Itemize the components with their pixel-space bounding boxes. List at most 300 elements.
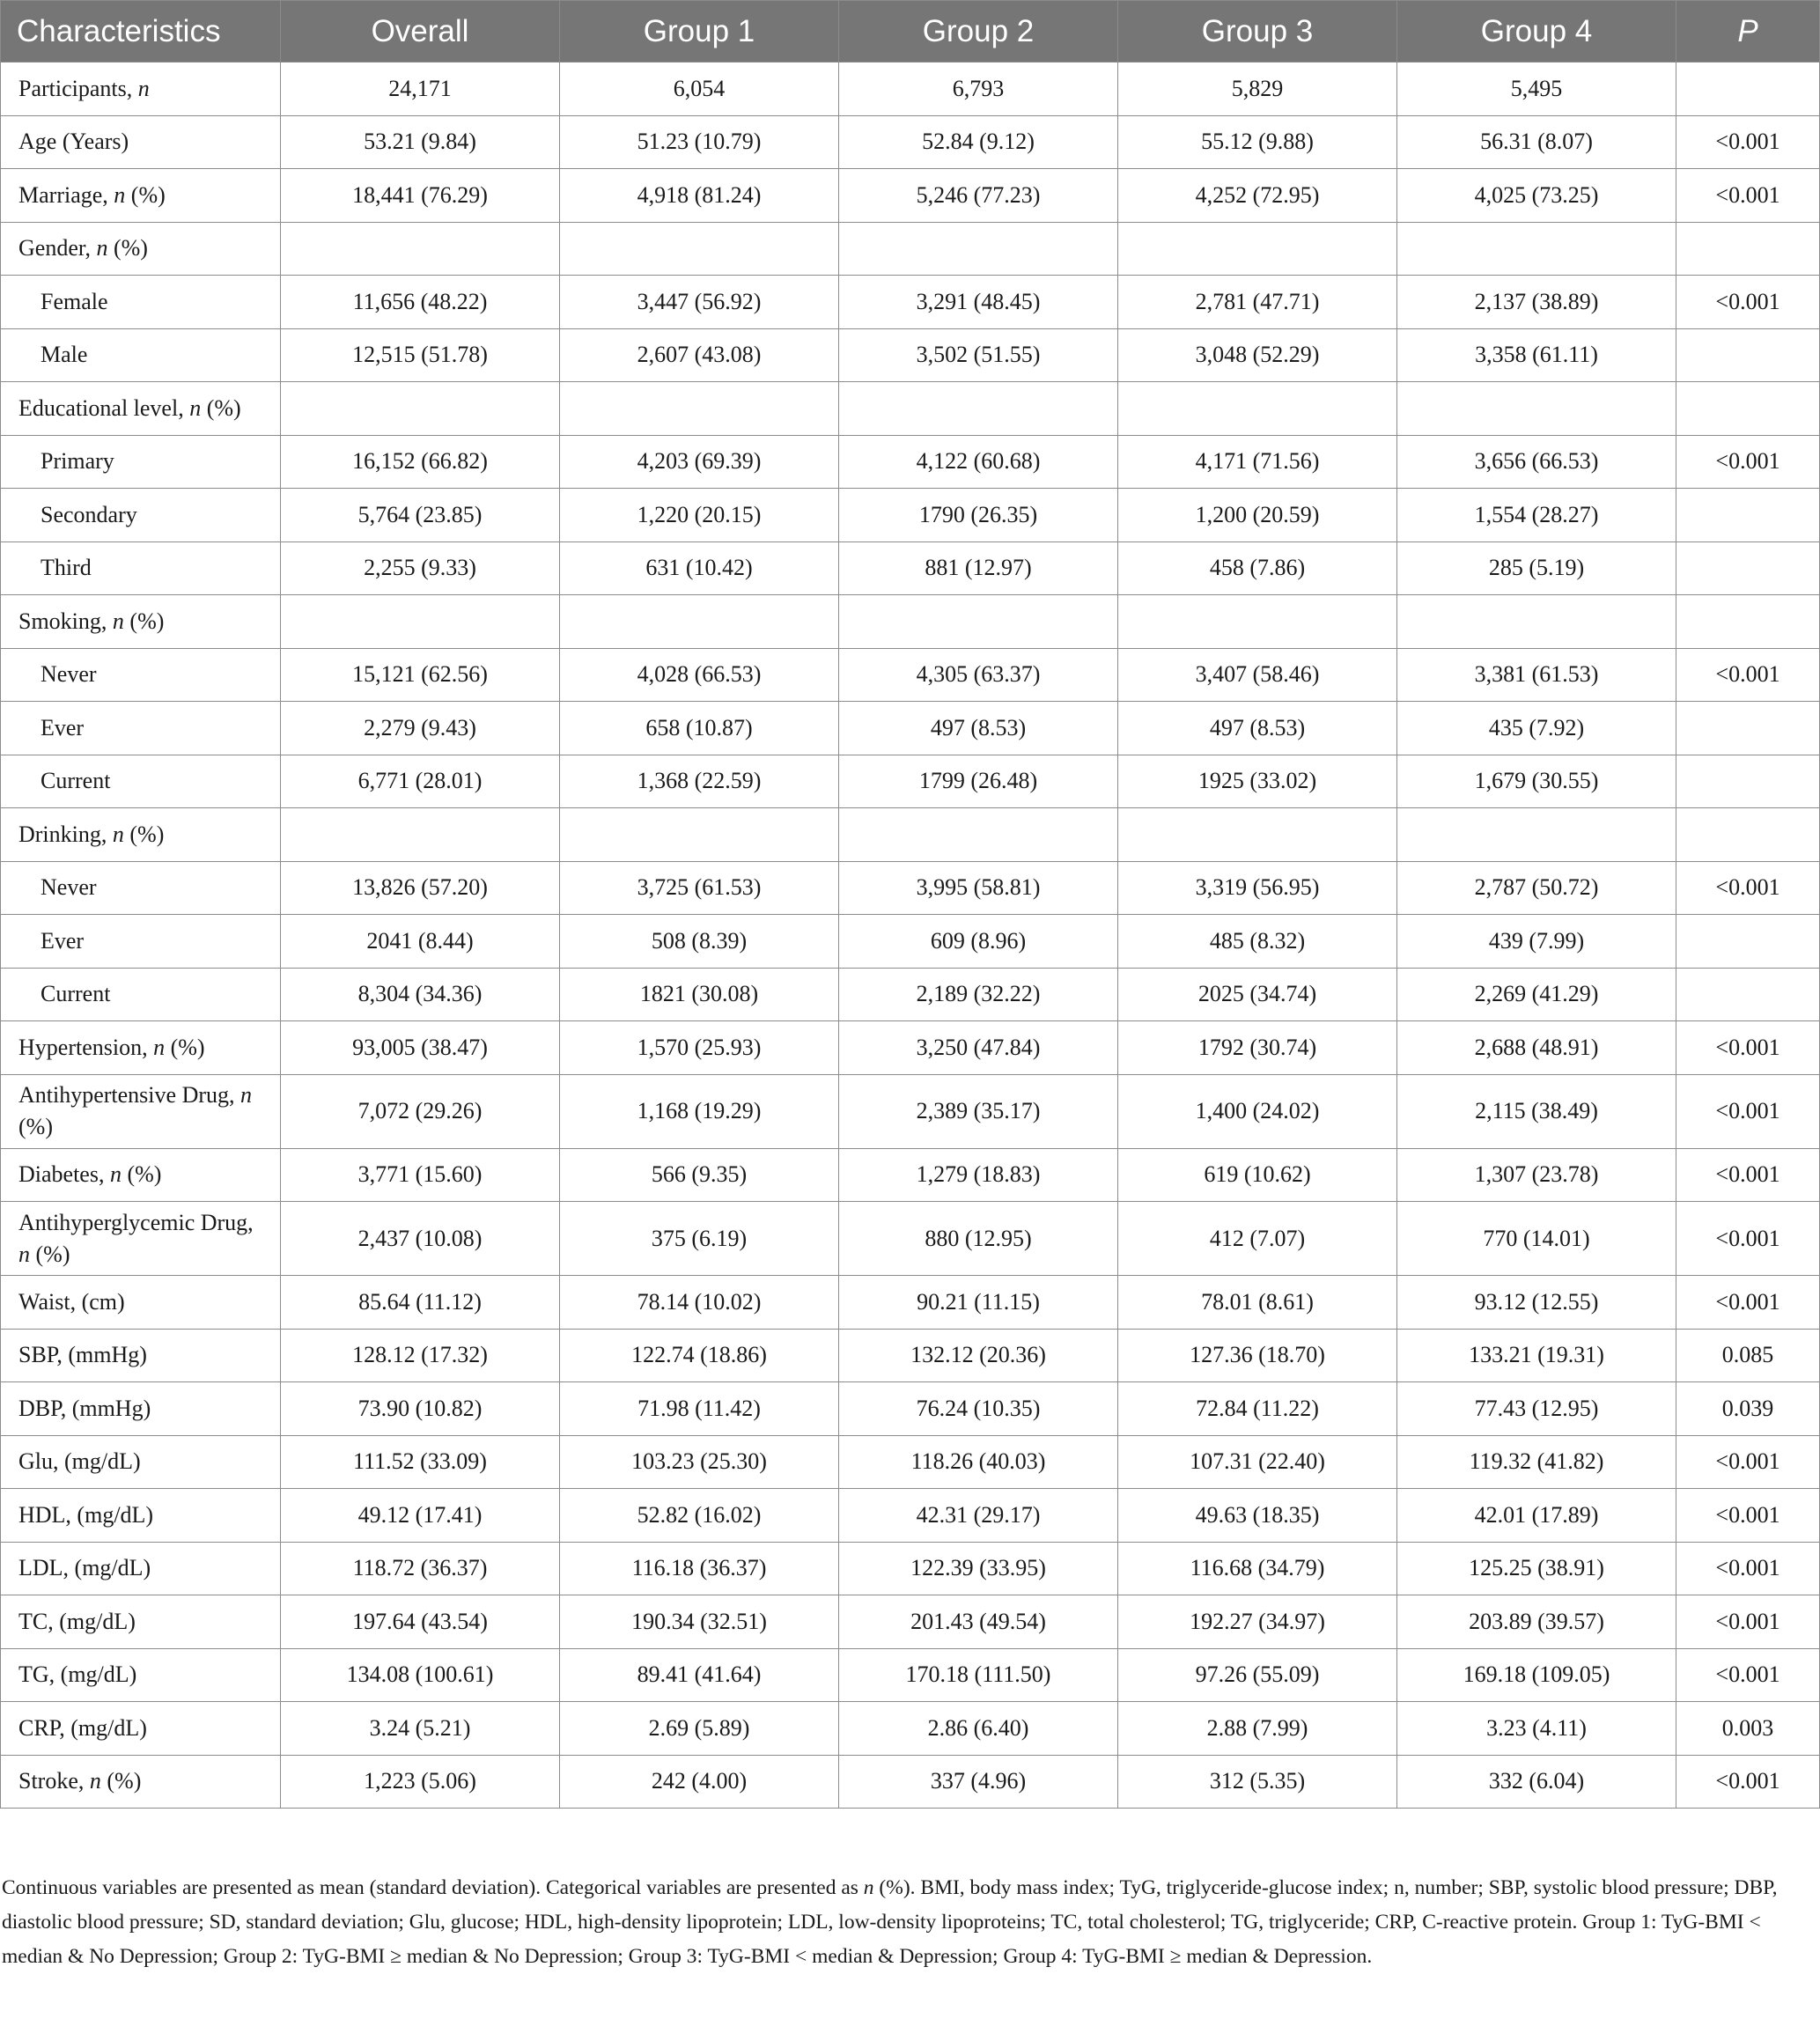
cell-group-2: 3,502 (51.55) (839, 328, 1118, 382)
cell-group-2: 609 (8.96) (839, 915, 1118, 969)
cell-group-4: 93.12 (12.55) (1397, 1276, 1676, 1330)
cell-overall: 6,771 (28.01) (281, 755, 560, 808)
cell-group-1: 4,028 (66.53) (560, 648, 839, 702)
cell-group-1: 1821 (30.08) (560, 968, 839, 1021)
row-label (1, 808, 281, 862)
table-row (1, 541, 1820, 595)
cell-group-3: 3,319 (56.95) (1118, 861, 1397, 915)
table-row (1, 489, 1820, 542)
row-label (1, 541, 281, 595)
row-label (1, 1382, 281, 1436)
cell-group-3: 127.36 (18.70) (1118, 1329, 1397, 1382)
cell-group-3: 97.26 (55.09) (1118, 1648, 1397, 1702)
cell-p-value: <0.001 (1676, 169, 1820, 223)
cell-group-4: 1,679 (30.55) (1397, 755, 1676, 808)
header-characteristics: Characteristics (1, 1, 281, 63)
cell-group-2: 76.24 (10.35) (839, 1382, 1118, 1436)
cell-group-4: 133.21 (19.31) (1397, 1329, 1676, 1382)
cell-p-value: <0.001 (1676, 1148, 1820, 1202)
row-label-text: Diabetes, (18, 1161, 110, 1188)
row-label-text: LDL, (mg/dL) (18, 1555, 151, 1581)
cell-p-value (1676, 808, 1820, 862)
cell-group-2: 2.86 (6.40) (839, 1702, 1118, 1756)
cell-p-value (1676, 382, 1820, 436)
row-label-n-italic: n (112, 608, 124, 634)
cell-overall: 85.64 (11.12) (281, 1276, 560, 1330)
cell-group-3: 72.84 (11.22) (1118, 1382, 1397, 1436)
row-label-text: TG, (mg/dL) (18, 1661, 137, 1688)
cell-group-4: 2,137 (38.89) (1397, 276, 1676, 329)
cell-group-3: 312 (5.35) (1118, 1755, 1397, 1809)
cell-overall: 128.12 (17.32) (281, 1329, 560, 1382)
header-group-1: Group 1 (560, 1, 839, 63)
cell-group-4: 2,688 (48.91) (1397, 1021, 1676, 1075)
table-row (1, 1755, 1820, 1809)
cell-group-2: 201.43 (49.54) (839, 1595, 1118, 1649)
row-label (1, 755, 281, 808)
cell-group-3: 3,048 (52.29) (1118, 328, 1397, 382)
row-label (1, 1435, 281, 1489)
cell-group-4: 435 (7.92) (1397, 702, 1676, 755)
cell-group-3: 619 (10.62) (1118, 1148, 1397, 1202)
cell-overall: 15,121 (62.56) (281, 648, 560, 702)
cell-group-3: 3,407 (58.46) (1118, 648, 1397, 702)
row-label-text: Ever (41, 927, 85, 954)
cell-overall: 1,223 (5.06) (281, 1755, 560, 1809)
cell-group-2: 170.18 (111.50) (839, 1648, 1118, 1702)
cell-p-value: <0.001 (1676, 1074, 1820, 1148)
cell-group-4: 2,115 (38.49) (1397, 1074, 1676, 1148)
row-label-text: CRP, (mg/dL) (18, 1714, 147, 1741)
cell-overall: 5,764 (23.85) (281, 489, 560, 542)
table-row (1, 1595, 1820, 1649)
cell-group-1: 3,725 (61.53) (560, 861, 839, 915)
row-label-text: Glu, (mg/dL) (18, 1448, 141, 1475)
cell-group-3: 4,252 (72.95) (1118, 169, 1397, 223)
row-label (1, 328, 281, 382)
cell-group-3: 1,400 (24.02) (1118, 1074, 1397, 1148)
table-row (1, 1021, 1820, 1075)
row-label (1, 1202, 281, 1276)
cell-p-value: <0.001 (1676, 1648, 1820, 1702)
table-row (1, 435, 1820, 489)
cell-group-1: 52.82 (16.02) (560, 1489, 839, 1543)
row-label-unit: (%) (107, 235, 148, 262)
cell-group-3: 458 (7.86) (1118, 541, 1397, 595)
cell-group-1: 3,447 (56.92) (560, 276, 839, 329)
cell-group-3: 1,200 (20.59) (1118, 489, 1397, 542)
table-row (1, 861, 1820, 915)
row-label-unit: (%) (30, 1241, 70, 1267)
cell-p-value (1676, 63, 1820, 116)
cell-group-1: 1,168 (19.29) (560, 1074, 839, 1148)
cell-p-value (1676, 595, 1820, 649)
cell-overall: 53.21 (9.84) (281, 115, 560, 169)
table-row (1, 1542, 1820, 1595)
cell-group-1: 4,203 (69.39) (560, 435, 839, 489)
row-label-unit: (%) (18, 1114, 53, 1139)
row-label (1, 595, 281, 649)
cell-group-3: 485 (8.32) (1118, 915, 1397, 969)
cell-group-4: 1,554 (28.27) (1397, 489, 1676, 542)
cell-p-value (1676, 328, 1820, 382)
cell-group-1: 631 (10.42) (560, 541, 839, 595)
row-label (1, 1074, 281, 1148)
table-row (1, 1148, 1820, 1202)
cell-overall: 2,255 (9.33) (281, 541, 560, 595)
row-label (1, 435, 281, 489)
cell-group-2: 880 (12.95) (839, 1202, 1118, 1276)
cell-group-4: 125.25 (38.91) (1397, 1542, 1676, 1595)
table-row (1, 1329, 1820, 1382)
row-label (1, 382, 281, 436)
table-row (1, 63, 1820, 116)
row-label (1, 276, 281, 329)
row-label-text: Ever (41, 714, 85, 740)
cell-group-2: 1799 (26.48) (839, 755, 1118, 808)
table-row (1, 276, 1820, 329)
row-label-text: Current (41, 768, 111, 794)
row-label-text: TC, (mg/dL) (18, 1608, 136, 1634)
cell-group-3 (1118, 808, 1397, 862)
row-label (1, 1755, 281, 1809)
row-label-text: DBP, (mmHg) (18, 1395, 151, 1421)
cell-group-1: 122.74 (18.86) (560, 1329, 839, 1382)
cell-group-2: 3,995 (58.81) (839, 861, 1118, 915)
table-header (1, 1, 1820, 63)
cell-group-3: 192.27 (34.97) (1118, 1595, 1397, 1649)
table-section-row (1, 595, 1820, 649)
row-label-text: Never (41, 874, 97, 901)
cell-overall: 7,072 (29.26) (281, 1074, 560, 1148)
cell-group-1: 6,054 (560, 63, 839, 116)
row-label (1, 702, 281, 755)
row-label-unit: (%) (123, 608, 165, 634)
cell-p-value: <0.001 (1676, 1755, 1820, 1809)
cell-group-4: 203.89 (39.57) (1397, 1595, 1676, 1649)
cell-overall: 134.08 (100.61) (281, 1648, 560, 1702)
header-row (1, 1, 1820, 63)
cell-overall: 13,826 (57.20) (281, 861, 560, 915)
row-label (1, 169, 281, 223)
cell-group-3: 4,171 (71.56) (1118, 435, 1397, 489)
cell-p-value: <0.001 (1676, 861, 1820, 915)
cell-group-1: 116.18 (36.37) (560, 1542, 839, 1595)
cell-group-4: 2,269 (41.29) (1397, 968, 1676, 1021)
cell-overall: 3.24 (5.21) (281, 1702, 560, 1756)
row-label-text: Primary (41, 448, 114, 475)
cell-overall: 73.90 (10.82) (281, 1382, 560, 1436)
table-row (1, 1489, 1820, 1543)
cell-p-value: <0.001 (1676, 648, 1820, 702)
row-label (1, 1542, 281, 1595)
cell-p-value: <0.001 (1676, 1435, 1820, 1489)
cell-group-1 (560, 595, 839, 649)
cell-group-4: 3,381 (61.53) (1397, 648, 1676, 702)
cell-group-3: 49.63 (18.35) (1118, 1489, 1397, 1543)
cell-p-value: <0.001 (1676, 1021, 1820, 1075)
cell-overall: 118.72 (36.37) (281, 1542, 560, 1595)
cell-group-4: 77.43 (12.95) (1397, 1382, 1676, 1436)
cell-overall (281, 808, 560, 862)
table-row (1, 1074, 1820, 1148)
row-label-text: Educational level, (18, 394, 190, 421)
table-row (1, 1276, 1820, 1330)
cell-group-2: 6,793 (839, 63, 1118, 116)
row-label-text: Waist, (cm) (18, 1288, 125, 1315)
cell-overall (281, 222, 560, 276)
cell-group-4: 3.23 (4.11) (1397, 1702, 1676, 1756)
cell-overall: 18,441 (76.29) (281, 169, 560, 223)
cell-group-2: 1,279 (18.83) (839, 1148, 1118, 1202)
row-label-text: Age (Years) (18, 129, 129, 155)
cell-p-value (1676, 222, 1820, 276)
row-label (1, 63, 281, 116)
cell-p-value (1676, 489, 1820, 542)
cell-group-1: 508 (8.39) (560, 915, 839, 969)
cell-group-1: 658 (10.87) (560, 702, 839, 755)
row-label-n-italic: n (137, 75, 150, 101)
cell-group-3: 78.01 (8.61) (1118, 1276, 1397, 1330)
row-label (1, 1148, 281, 1202)
cell-group-2 (839, 808, 1118, 862)
cell-overall: 12,515 (51.78) (281, 328, 560, 382)
row-label (1, 968, 281, 1021)
cell-group-2 (839, 222, 1118, 276)
cell-p-value: <0.001 (1676, 1542, 1820, 1595)
row-label-text: Gender, (18, 235, 97, 262)
row-label (1, 489, 281, 542)
cell-p-value: <0.001 (1676, 1595, 1820, 1649)
cell-p-value (1676, 968, 1820, 1021)
row-label (1, 915, 281, 969)
row-label-unit: (%) (125, 181, 166, 208)
row-label-unit: (%) (100, 1768, 142, 1794)
cell-group-4: 332 (6.04) (1397, 1755, 1676, 1809)
row-label-text: Participants, (18, 75, 138, 101)
cell-group-2: 337 (4.96) (839, 1755, 1118, 1809)
cell-group-1: 566 (9.35) (560, 1148, 839, 1202)
row-label (1, 1595, 281, 1649)
row-label (1, 861, 281, 915)
cell-group-1: 1,368 (22.59) (560, 755, 839, 808)
cell-overall: 3,771 (15.60) (281, 1148, 560, 1202)
cell-p-value: 0.085 (1676, 1329, 1820, 1382)
row-label-n-italic: n (18, 1241, 30, 1267)
footnote-text-2: (%). BMI, body mass index; TyG, triglyceride-glucose index; n, number; SBP, systolic blood pressure; DBP, diastolic blood pressure; SD, standard deviation; Glu, glucose; HDL, high-density lipoprotein; LDL, low-density lipoproteins; TC, total cholesterol; TG, triglyceride; CRP, C-reactive protein. Group 1: TyG-BMI < median & No Depression; Group 2: TyG-BMI ≥ median & No Depression; Group 3: TyG-BMI < median & Depression; Group 4: TyG-BMI ≥ median & Depression. (2, 1876, 1778, 1968)
cell-p-value (1676, 702, 1820, 755)
row-label-text: Male (41, 342, 88, 368)
table-row (1, 1435, 1820, 1489)
cell-p-value (1676, 541, 1820, 595)
cell-p-value: <0.001 (1676, 115, 1820, 169)
cell-group-4: 2,787 (50.72) (1397, 861, 1676, 915)
cell-group-3: 1792 (30.74) (1118, 1021, 1397, 1075)
row-label (1, 222, 281, 276)
table-row (1, 702, 1820, 755)
row-label (1, 648, 281, 702)
cell-group-1: 103.23 (25.30) (560, 1435, 839, 1489)
cell-group-1: 2.69 (5.89) (560, 1702, 839, 1756)
row-label-text: SBP, (mmHg) (18, 1342, 147, 1368)
row-label-unit: (%) (123, 821, 165, 847)
row-label-unit: (%) (201, 394, 241, 421)
cell-group-4 (1397, 595, 1676, 649)
cell-group-3: 1925 (33.02) (1118, 755, 1397, 808)
header-p-value: P (1676, 1, 1820, 63)
cell-group-4 (1397, 222, 1676, 276)
row-label-n-italic: n (153, 1034, 166, 1060)
cell-group-4: 3,656 (66.53) (1397, 435, 1676, 489)
cell-group-3: 2,781 (47.71) (1118, 276, 1397, 329)
cell-overall: 11,656 (48.22) (281, 276, 560, 329)
cell-group-1 (560, 382, 839, 436)
cell-group-4: 119.32 (41.82) (1397, 1435, 1676, 1489)
row-label-text: Third (41, 555, 92, 581)
cell-group-1: 89.41 (41.64) (560, 1648, 839, 1702)
header-group-3: Group 3 (1118, 1, 1397, 63)
cell-group-1: 2,607 (43.08) (560, 328, 839, 382)
row-label-text: Stroke, (18, 1768, 90, 1794)
cell-group-3: 116.68 (34.79) (1118, 1542, 1397, 1595)
cell-group-4 (1397, 382, 1676, 436)
cell-group-4: 169.18 (109.05) (1397, 1648, 1676, 1702)
row-label-n-italic: n (189, 394, 202, 421)
header-group-2: Group 2 (839, 1, 1118, 63)
cell-p-value: <0.001 (1676, 1276, 1820, 1330)
cell-group-4 (1397, 808, 1676, 862)
cell-p-value (1676, 755, 1820, 808)
cell-group-1: 242 (4.00) (560, 1755, 839, 1809)
row-label-n-italic: n (96, 235, 108, 262)
cell-group-1 (560, 808, 839, 862)
cell-group-4: 56.31 (8.07) (1397, 115, 1676, 169)
cell-group-4: 1,307 (23.78) (1397, 1148, 1676, 1202)
cell-p-value: <0.001 (1676, 435, 1820, 489)
cell-p-value: <0.001 (1676, 1202, 1820, 1276)
row-label-text: Current (41, 981, 111, 1007)
row-label-n-italic: n (112, 821, 124, 847)
cell-overall: 197.64 (43.54) (281, 1595, 560, 1649)
cell-group-2: 1790 (26.35) (839, 489, 1118, 542)
cell-group-3: 55.12 (9.88) (1118, 115, 1397, 169)
row-label-text: Antihyperglycemic Drug, (18, 1209, 254, 1235)
cell-group-1: 375 (6.19) (560, 1202, 839, 1276)
cell-group-4: 770 (14.01) (1397, 1202, 1676, 1276)
table-section-row (1, 808, 1820, 862)
row-label-text: Hypertension, (18, 1034, 154, 1060)
table-row (1, 1648, 1820, 1702)
table-row (1, 1382, 1820, 1436)
cell-overall: 2,279 (9.43) (281, 702, 560, 755)
cell-group-2: 122.39 (33.95) (839, 1542, 1118, 1595)
cell-overall: 93,005 (38.47) (281, 1021, 560, 1075)
cell-group-2: 4,122 (60.68) (839, 435, 1118, 489)
cell-group-2: 42.31 (29.17) (839, 1489, 1118, 1543)
row-label-n-italic: n (240, 1082, 253, 1108)
cell-group-2: 118.26 (40.03) (839, 1435, 1118, 1489)
cell-group-1: 1,570 (25.93) (560, 1021, 839, 1075)
row-label (1, 1648, 281, 1702)
table-row (1, 915, 1820, 969)
row-label-unit: (%) (165, 1034, 205, 1060)
cell-group-1: 78.14 (10.02) (560, 1276, 839, 1330)
table-row (1, 648, 1820, 702)
cell-group-2: 3,250 (47.84) (839, 1021, 1118, 1075)
cell-group-3: 107.31 (22.40) (1118, 1435, 1397, 1489)
cell-overall: 2,437 (10.08) (281, 1202, 560, 1276)
cell-group-4: 5,495 (1397, 63, 1676, 116)
footnote-n-italic: n (863, 1876, 874, 1899)
table-row (1, 1702, 1820, 1756)
cell-group-4: 4,025 (73.25) (1397, 169, 1676, 223)
cell-p-value: 0.003 (1676, 1702, 1820, 1756)
row-label (1, 1489, 281, 1543)
cell-p-value: 0.039 (1676, 1382, 1820, 1436)
cell-group-1: 4,918 (81.24) (560, 169, 839, 223)
table-footnote (2, 1871, 1816, 1974)
cell-group-2: 90.21 (11.15) (839, 1276, 1118, 1330)
table-section-row (1, 382, 1820, 436)
table-row (1, 169, 1820, 223)
cell-group-3: 2.88 (7.99) (1118, 1702, 1397, 1756)
cell-p-value: <0.001 (1676, 276, 1820, 329)
row-label-n-italic: n (89, 1768, 101, 1794)
cell-group-2: 3,291 (48.45) (839, 276, 1118, 329)
row-label-text: HDL, (mg/dL) (18, 1501, 154, 1528)
cell-group-2 (839, 595, 1118, 649)
footnote-text-1: Continuous variables are presented as mean (standard deviation). Categorical variables are presented as (2, 1876, 864, 1899)
table-section-row (1, 222, 1820, 276)
cell-group-1: 1,220 (20.15) (560, 489, 839, 542)
cell-overall (281, 382, 560, 436)
cell-group-4: 42.01 (17.89) (1397, 1489, 1676, 1543)
table-row (1, 328, 1820, 382)
cell-group-3 (1118, 222, 1397, 276)
cell-group-2: 497 (8.53) (839, 702, 1118, 755)
row-label (1, 1021, 281, 1075)
cell-group-2: 52.84 (9.12) (839, 115, 1118, 169)
cell-overall: 2041 (8.44) (281, 915, 560, 969)
cell-overall: 24,171 (281, 63, 560, 116)
cell-overall (281, 595, 560, 649)
row-label-n-italic: n (109, 1161, 122, 1188)
cell-group-2: 132.12 (20.36) (839, 1329, 1118, 1382)
cell-group-1: 71.98 (11.42) (560, 1382, 839, 1436)
row-label (1, 1329, 281, 1382)
cell-group-1: 190.34 (32.51) (560, 1595, 839, 1649)
cell-group-3: 2025 (34.74) (1118, 968, 1397, 1021)
cell-overall: 8,304 (34.36) (281, 968, 560, 1021)
header-overall: Overall (281, 1, 560, 63)
cell-group-2: 5,246 (77.23) (839, 169, 1118, 223)
row-label (1, 115, 281, 169)
header-group-4: Group 4 (1397, 1, 1676, 63)
table-row (1, 115, 1820, 169)
row-label (1, 1702, 281, 1756)
cell-group-3 (1118, 382, 1397, 436)
cell-group-1 (560, 222, 839, 276)
row-label (1, 1276, 281, 1330)
row-label-text: Antihypertensive Drug, (18, 1082, 241, 1108)
cell-group-2: 4,305 (63.37) (839, 648, 1118, 702)
row-label-text: Drinking, (18, 821, 113, 847)
row-label-text: Secondary (41, 501, 137, 527)
cell-p-value (1676, 915, 1820, 969)
cell-group-2 (839, 382, 1118, 436)
cell-group-3: 5,829 (1118, 63, 1397, 116)
row-label-text: Smoking, (18, 608, 113, 634)
